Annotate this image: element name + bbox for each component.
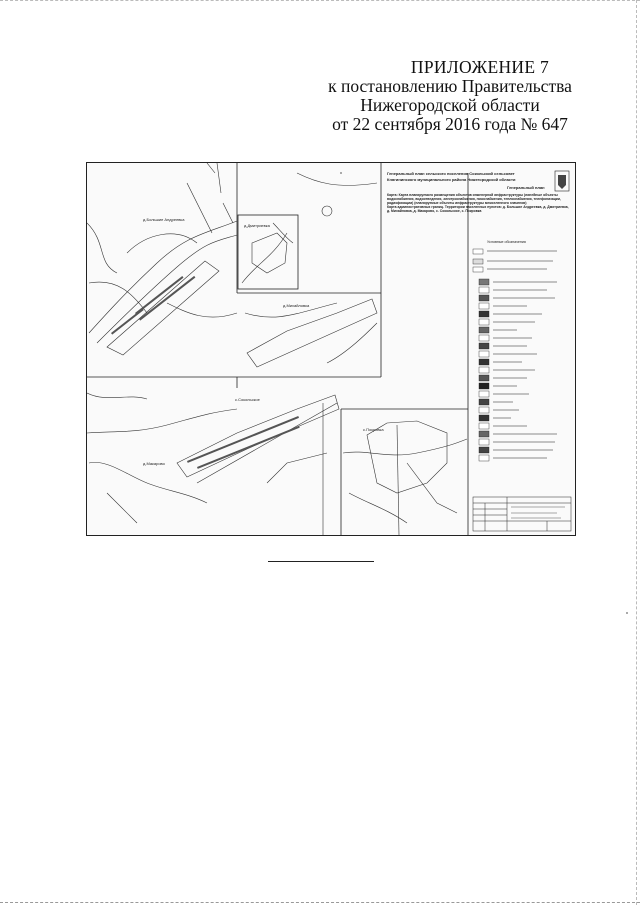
- map-doc-type: Генеральный план: [507, 185, 545, 190]
- panel-mikhaylovka: [245, 299, 377, 367]
- place-label-pokrovka: с.Покровка: [363, 427, 384, 432]
- general-plan-map: [86, 162, 576, 536]
- legend-title: Условные обозначения: [487, 240, 526, 244]
- place-label-makarovo: д.Макарово: [143, 461, 165, 466]
- map-drawing: [87, 163, 575, 535]
- legend-swatches: [473, 249, 489, 461]
- place-label-bolshie-andreevka: д.Большие Андреевка: [143, 217, 185, 222]
- appendix-date-line: от 22 сентября 2016 года № 647: [332, 114, 568, 134]
- scan-speck: [340, 172, 342, 174]
- place-label-mikhaylovka: д.Михайловка: [283, 303, 310, 308]
- scan-speck: [626, 612, 628, 614]
- map-title: Генеральный план сельского поселения Сокольский сельсовет: [387, 171, 515, 176]
- panel-top-middle: [297, 173, 377, 216]
- panel-bolshie-andreevka: [87, 163, 237, 355]
- panel-sokolskoe-dots: [187, 416, 300, 469]
- scan-edge-bottom: [0, 902, 640, 903]
- panel-pokrovka: [343, 421, 467, 535]
- appendix-title: ПРИЛОЖЕНИЕ 7: [410, 57, 550, 77]
- separator-line: [268, 561, 374, 562]
- panel-dmitrievka: [242, 223, 293, 283]
- place-label-sokolskoe: с.Сокольское: [235, 397, 260, 402]
- map-description-box: [387, 193, 569, 233]
- title-block-table: [473, 497, 571, 531]
- appendix-resolution-line: к постановлению Правительства: [328, 76, 572, 96]
- map-subtitle: Княгининского муниципального района Нижегородской области: [387, 177, 516, 182]
- map-description-2: Карта административных границ. Территории населенных пунктов: д. Большие Андреевка, д. Дмитриевка, д. Михайловка, д. Макарово, с. Сокольское, с. Покровка: [387, 205, 569, 213]
- scan-edge-top: [0, 0, 640, 1]
- title-block-text-lines: [511, 507, 565, 518]
- place-label-dmitrievka: д.Дмитриевка: [244, 223, 270, 228]
- appendix-header: [300, 58, 600, 134]
- map-description: Карта: Карта планируемого размещения объектов инженерной инфраструктуры (линейные объекты водоснабжения, водоотведения, электроснабжения, газоснабжения, теплоснабжения, телефонизации, радиофикации) (планируемые объекты инфраструктуры межселенного значения): [387, 193, 561, 205]
- panel-bolshie-andreevka-dots: [111, 276, 195, 335]
- appendix-region-line: Нижегородской области: [360, 95, 540, 115]
- panel-sokolskoe: [87, 393, 339, 535]
- coat-of-arms-shield-icon: [558, 175, 566, 189]
- legend-entry-lines: [487, 251, 557, 458]
- scan-edge-right: [636, 0, 637, 905]
